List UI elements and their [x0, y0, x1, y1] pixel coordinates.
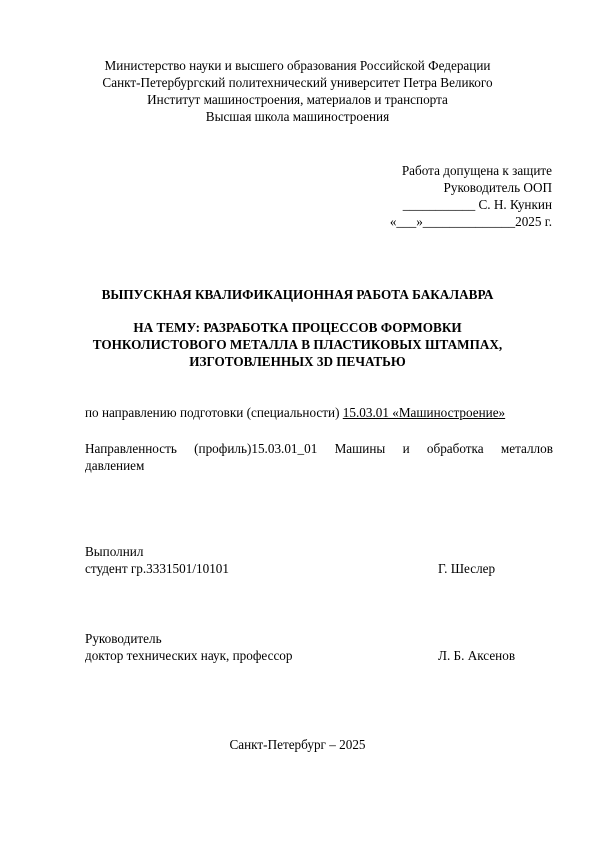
head-signature-line: ___________ С. Н. Кункин — [402, 197, 552, 212]
ministry-line: Министерство науки и высшего образования Российской Федерации — [104, 58, 491, 73]
profile-word: Машины — [334, 441, 386, 456]
university-line: Санкт-Петербургский политехнический университет Петра Великого — [102, 75, 493, 90]
profile-word: металлов — [500, 441, 553, 456]
institute-line: Институт машиностроения, материалов и транспорта — [147, 92, 448, 107]
profile-word: и — [402, 441, 410, 456]
supervisor-label: Руководитель — [85, 631, 162, 646]
profile-word: (профиль)15.03.01_01 — [194, 441, 318, 456]
topic-line-3: ИЗГОТОВЛЕННЫХ 3D ПЕЧАТЬЮ — [189, 354, 406, 369]
direction-value: 15.03.01 «Машиностроение» — [342, 405, 506, 420]
school-line: Высшая школа машиностроения — [205, 109, 390, 124]
author-name: Г. Шеслер — [438, 561, 496, 576]
supervisor-degree: доктор технических наук, профессор — [85, 648, 293, 663]
approval-date-line: «___»______________2025 г. — [389, 214, 552, 229]
profile-word: Направленность — [85, 441, 177, 456]
direction-prefix: по направлению подготовки (специальности) — [85, 405, 343, 420]
topic-line-1: НА ТЕМУ: РАЗРАБОТКА ПРОЦЕССОВ ФОРМОВКИ — [133, 320, 462, 335]
profile-line-2: давлением — [85, 458, 145, 473]
author-label: Выполнил — [85, 544, 144, 559]
profile-line-1 — [85, 441, 553, 457]
work-type-title: ВЫПУСКНАЯ КВАЛИФИКАЦИОННАЯ РАБОТА БАКАЛАВРА — [101, 287, 494, 302]
author-group: студент гр.3331501/10101 — [85, 561, 229, 576]
admitted-line: Работа допущена к защите — [401, 163, 552, 178]
head-title-line: Руководитель ООП — [443, 180, 552, 195]
city-year-line: Санкт-Петербург – 2025 — [229, 737, 366, 752]
supervisor-name: Л. Б. Аксенов — [438, 648, 516, 663]
direction-line — [85, 405, 505, 421]
profile-word: обработка — [426, 441, 484, 456]
topic-line-2: ТОНКОЛИСТОВОГО МЕТАЛЛА В ПЛАСТИКОВЫХ ШТАМПАХ, — [92, 337, 503, 352]
